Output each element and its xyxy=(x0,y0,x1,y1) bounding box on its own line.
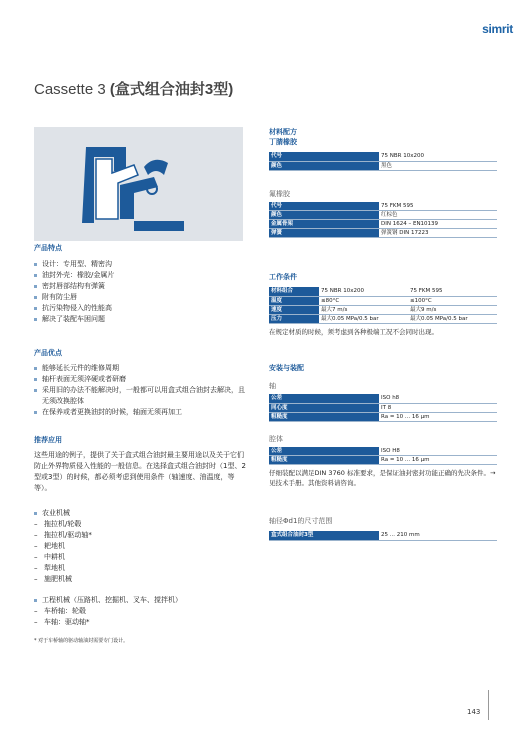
install-heading: 安装与装配 xyxy=(269,364,304,372)
list-item: – 拖拉机/驱动轴* xyxy=(34,530,248,541)
list-item: 能够延长元件的维修周期 xyxy=(34,363,248,374)
table-row: 弹簧 弹簧钢 DIN 17223 xyxy=(269,229,497,238)
material-table-fkm xyxy=(269,202,497,239)
table-row: 速度 最大7 m/s 最大9 m/s xyxy=(269,305,497,314)
list-item: 附有防尘唇 xyxy=(34,292,248,303)
list-item: 农业机械 xyxy=(34,508,248,519)
list-item: 抗污染物侵入的性能高 xyxy=(34,303,248,314)
conditions-section xyxy=(269,272,497,337)
list-item: – 车轴：驱动轴* xyxy=(34,617,248,628)
install-section xyxy=(269,363,497,488)
features-heading: 产品特点 xyxy=(34,244,62,252)
table-row: 代号 75 NBR 10x200 xyxy=(269,152,497,161)
recommend-section xyxy=(34,435,248,647)
page-number: 143 xyxy=(467,708,481,716)
material-table-nbr xyxy=(269,152,497,171)
page-title: Cassette 3 (盒式组合油封3型) xyxy=(34,81,234,98)
list-item: – 车桥轴：轮毂 xyxy=(34,606,248,617)
bore-label: 腔体 xyxy=(269,434,283,443)
range-section xyxy=(269,516,497,541)
list-item: – 拖拉机/轮毂 xyxy=(34,519,248,530)
recommend-text: 这些用途的例子，提供了关于盒式组合油封最主要用途以及关于它们防止外界物质侵入性能的一般信息。在选择盒式组合油封时（1型、2型或3型）的时候，都必须考虑到使用条件（轴速度、油温度，等等）。 xyxy=(34,451,246,492)
table-row: 温度 ≤80°C ≤100°C xyxy=(269,296,497,305)
table-row: 代号 75 FKM 595 xyxy=(269,202,497,211)
shaft-table xyxy=(269,394,497,422)
install-note: 仔细装配以满足DIN 3760 标准要求，是保证油封密封功能正确的先决条件。→见技术手册。其他资料请咨询。 xyxy=(269,469,496,487)
conditions-note: 在规定材质的时候，须考虑到各种极端工况不会同时出现。 xyxy=(269,327,438,336)
table-row: 公差 ISO H8 xyxy=(269,447,497,456)
product-image xyxy=(34,127,243,241)
list-item: 采用旧的办法不能解决时，一般都可以用盒式组合油封去解决，且无须改换腔体 xyxy=(34,385,248,407)
material-sub2: 氟橡胶 xyxy=(269,189,290,198)
brand-logo: simrit xyxy=(482,22,513,36)
shaft-label: 轴 xyxy=(269,382,276,390)
conditions-heading: 工作条件 xyxy=(269,273,297,281)
table-row: 颜色 红棕色 xyxy=(269,211,497,220)
material-sub1: 丁腈橡胶 xyxy=(269,138,297,146)
bore-table xyxy=(269,447,497,466)
page-divider xyxy=(488,690,489,720)
table-row: 金属骨架 DIN 1624 – EN10139 xyxy=(269,220,497,229)
table-row: 粗糙度 Ra = 10 ... 16 μm xyxy=(269,412,497,421)
table-row: 同心度 IT 8 xyxy=(269,403,497,412)
advantages-section xyxy=(34,348,248,418)
recommend-heading: 推荐应用 xyxy=(34,436,62,444)
list-item: – 施肥机械 xyxy=(34,574,248,585)
table-row: 压力 最大0.05 MPa/0.5 bar 最大0.05 MPa/0.5 bar xyxy=(269,314,497,323)
features-section xyxy=(34,243,248,325)
range-heading: 轴径Φd1的尺寸范围 xyxy=(269,517,333,525)
list-item: – 犁地机 xyxy=(34,563,248,574)
list-item: 密封唇部结构有弹簧 xyxy=(34,281,248,292)
table-row: 公差 ISO h8 xyxy=(269,394,497,403)
list-item: 设计：专用型、精密沟 xyxy=(34,259,248,270)
table-row: 颜色 黑色 xyxy=(269,161,497,170)
range-table xyxy=(269,531,497,541)
list-item: 轴杆表面无须淬硬或者研磨 xyxy=(34,374,248,385)
list-item: 油封外壳：橡胶/金属片 xyxy=(34,270,248,281)
list-item: 在保养或者更换油封的时候，轴面无须再加工 xyxy=(34,407,248,418)
list-item: – 耙地机 xyxy=(34,541,248,552)
list-item: 解决了装配车困问题 xyxy=(34,314,248,325)
table-row: 粗糙度 Ra = 10 ... 16 μm xyxy=(269,456,497,465)
table-row: 盒式组合油封3型 25 ... 210 mm xyxy=(269,531,497,540)
list-item: 工程机械（压路机、挖掘机、叉车、搅拌机） xyxy=(34,595,248,606)
advantages-heading: 产品优点 xyxy=(34,349,62,357)
footnote: * 对于车桥轴的驱动轴油封需要专门设计。 xyxy=(34,638,129,644)
material-section xyxy=(269,127,497,238)
list-item: – 中耕机 xyxy=(34,552,248,563)
conditions-table xyxy=(269,287,497,324)
table-row: 材料组合 75 NBR 10x200 75 FKM 595 xyxy=(269,287,497,296)
material-heading: 材料配方 xyxy=(269,128,297,136)
